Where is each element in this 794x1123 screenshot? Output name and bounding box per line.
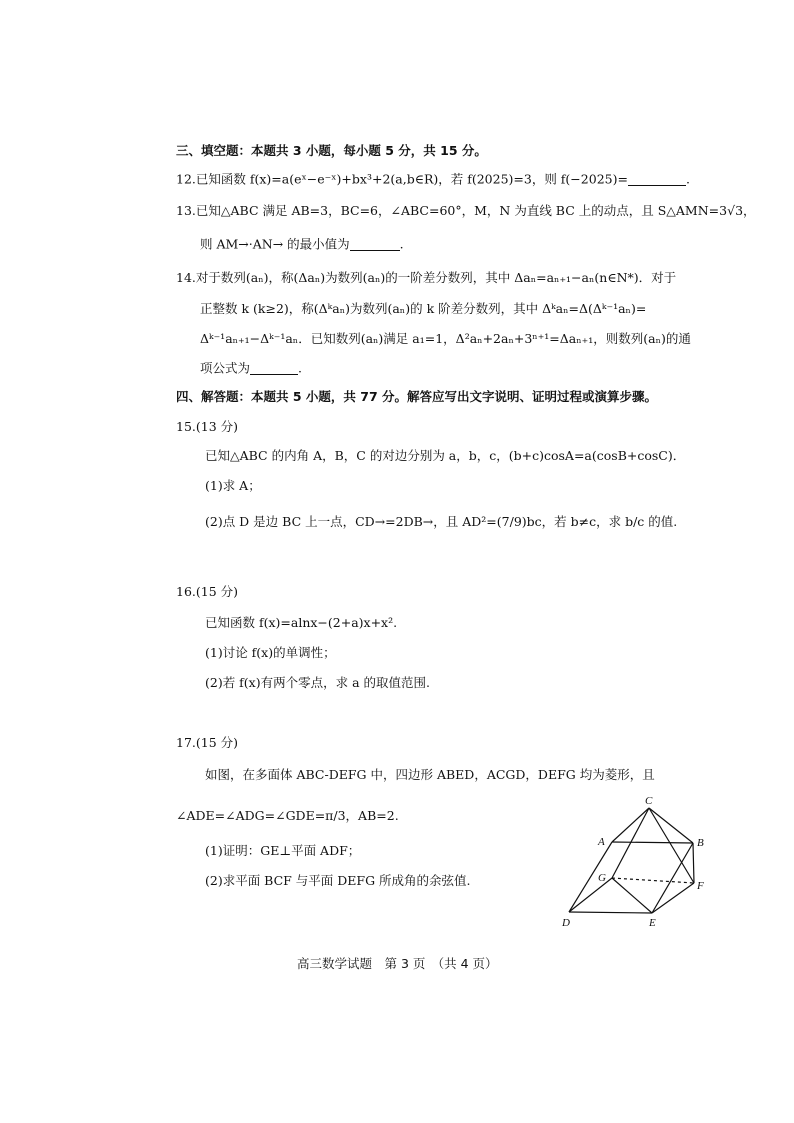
question-14-end: . [298, 360, 302, 376]
edge-cb [649, 808, 693, 843]
edge-gd [569, 878, 612, 912]
label-g: G [598, 872, 606, 884]
question-14-line-2: 正整数 k (k≥2)，称(Δᵏaₙ)为数列(aₙ)的 k 阶差分数列，其中 Δᵏaₙ=Δ(Δᵏ⁻¹aₙ)= [200, 301, 647, 316]
section-3-title: 三、填空题：本题共 3 小题，每小题 5 分，共 15 分。 [176, 143, 487, 158]
question-14-answer-blank [250, 362, 298, 375]
question-14-line-3: Δᵏ⁻¹aₙ₊₁−Δᵏ⁻¹aₙ．已知数列(aₙ)满足 a₁=1，Δ²aₙ+2aₙ+3ⁿ⁺¹=Δaₙ₊₁，则数列(aₙ)的通 [200, 331, 691, 346]
question-16-stem: 已知函数 f(x)=alnx−(2+a)x+x². [205, 615, 398, 630]
question-17-header: 17.(15 分) [176, 735, 239, 750]
question-15-part-2: (2)点 D 是边 BC 上一点，CD→=2DB→，且 AD²=(7/9)bc，若 b≠c，求 b/c 的值. [205, 514, 678, 529]
question-12-number: 12. [176, 171, 196, 187]
question-17-part-2: (2)求平面 BCF 与平面 DEFG 所成角的余弦值. [205, 873, 471, 888]
question-12-text: 已知函数 f(x)=a(eˣ−e⁻ˣ)+bx³+2(a,b∈R)，若 f(2025)=3，则 f(−2025)= [195, 171, 628, 187]
edge-cf [649, 808, 694, 883]
edge-ca [612, 808, 649, 842]
label-a: A [598, 836, 605, 848]
question-13-line-1 [176, 205, 756, 218]
edge-gf-hidden [612, 878, 694, 883]
label-d: D [562, 917, 570, 929]
question-14-text-4: 项公式为 [200, 360, 251, 376]
edge-de [569, 912, 652, 913]
question-12 [176, 173, 690, 186]
edge-cg [612, 808, 649, 878]
question-16-header: 16.(15 分) [176, 584, 239, 599]
question-16-part-1: (1)讨论 f(x)的单调性； [205, 645, 336, 660]
question-14-number: 14. [176, 270, 196, 285]
question-14-text-1: 对于数列(aₙ)，称(Δaₙ)为数列(aₙ)的一阶差分数列，其中 Δaₙ=aₙ₊₁−aₙ(n∈N*)．对于 [195, 270, 677, 285]
section-4-title: 四、解答题：本题共 5 小题，共 77 分。解答应写出文字说明、证明过程或演算步骤。 [176, 389, 658, 404]
question-13-text-2: 则 AM→·AN→ 的最小值为 [200, 236, 350, 252]
question-13-end: . [399, 236, 404, 252]
edge-bf [693, 843, 694, 883]
question-16-part-2: (2)若 f(x)有两个零点，求 a 的取值范围. [205, 675, 430, 690]
edge-ad [569, 842, 612, 912]
question-14-line-1 [176, 272, 676, 285]
question-12-end: . [685, 171, 690, 187]
label-b: B [697, 837, 704, 849]
question-15-header: 15.(13 分) [176, 419, 239, 434]
question-13-number: 13. [176, 203, 196, 218]
question-12-answer-blank [628, 173, 686, 186]
question-17-part-1: (1)证明：GE⊥平面 ADF； [205, 843, 361, 858]
edge-ab [612, 842, 693, 843]
edge-ef [652, 883, 694, 913]
question-13-text-1: 已知△ABC 满足 AB=3，BC=6，∠ABC=60°，M，N 为直线 BC 上的动点，且 S△AMN=3√3， [195, 203, 756, 218]
question-15-stem: 已知△ABC 的内角 A，B，C 的对边分别为 a，b，c，(b+c)cosA=a(cosB+cosC)． [205, 448, 686, 463]
question-13-line-2 [200, 238, 404, 251]
question-13-answer-blank [350, 238, 400, 251]
edge-be [652, 843, 693, 913]
question-17-stem-1: 如图，在多面体 ABC-DEFG 中，四边形 ABED，ACGD，DEFG 均为菱形，且 [205, 767, 655, 782]
label-e: E [649, 917, 656, 929]
edge-ge [612, 878, 652, 913]
question-15-part-1: (1)求 A； [205, 478, 261, 493]
question-14-line-4 [200, 362, 302, 375]
question-17-stem-2: ∠ADE=∠ADG=∠GDE=π/3，AB=2. [176, 808, 399, 823]
label-c: C [645, 795, 653, 807]
label-f: F [697, 880, 704, 892]
page-footer: 高三数学试题 第 3 页 （共 4 页） [297, 956, 498, 971]
